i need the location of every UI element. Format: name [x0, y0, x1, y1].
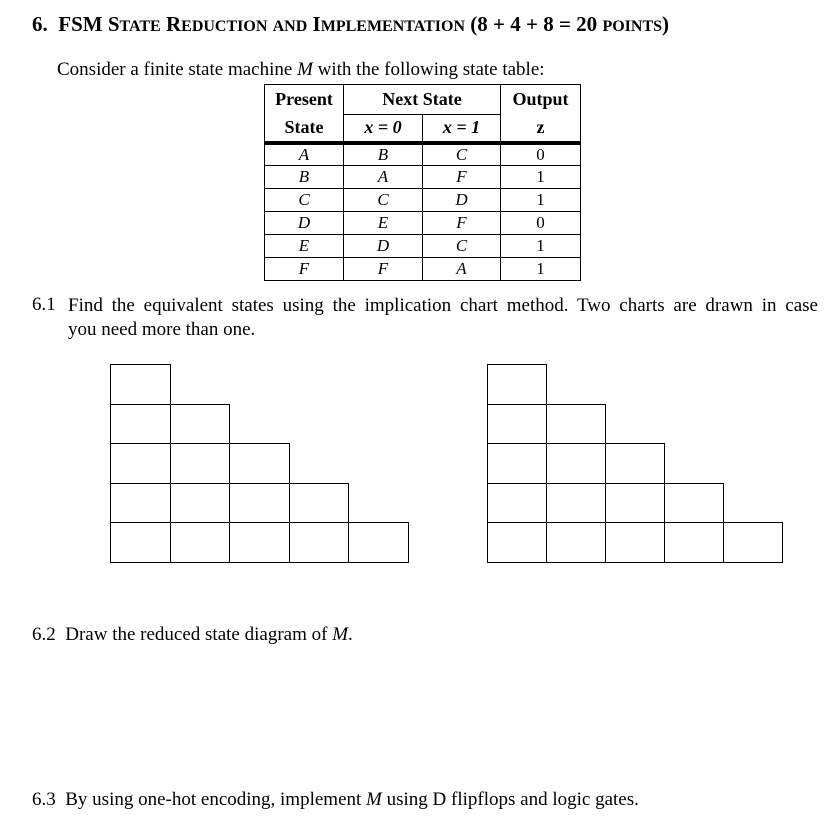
- chart-cell[interactable]: [289, 522, 350, 563]
- chart-cell[interactable]: [110, 443, 171, 484]
- chart-cell[interactable]: [487, 443, 547, 484]
- header-next-state: Next State: [344, 85, 501, 115]
- q3-text: By using one-hot encoding, implement: [65, 789, 367, 810]
- cell-state: A: [265, 143, 344, 166]
- chart-cell[interactable]: [487, 522, 547, 563]
- chart-cell[interactable]: [605, 522, 665, 563]
- cell-x0: B: [344, 143, 423, 166]
- title-s: S: [107, 12, 120, 36]
- chart-cell[interactable]: [170, 483, 231, 524]
- q3-var: M: [366, 789, 382, 810]
- state-table: [264, 84, 581, 281]
- chart-cell[interactable]: [546, 404, 606, 445]
- cell-x0: E: [344, 212, 423, 235]
- title-i: I: [312, 12, 321, 36]
- cell-x1: D: [423, 189, 501, 212]
- cell-z: 1: [501, 189, 581, 212]
- chart-cell[interactable]: [487, 404, 547, 445]
- chart-cell[interactable]: [170, 443, 231, 484]
- title-and: AND: [272, 18, 308, 35]
- intro-var: M: [297, 59, 313, 80]
- q3-number: 6.3: [32, 789, 56, 810]
- title-r: R: [165, 12, 182, 36]
- q2-text-end: .: [348, 624, 353, 645]
- header-output: Output: [501, 85, 581, 115]
- question-6-3: [32, 789, 639, 811]
- cell-x1: A: [423, 258, 501, 281]
- table-row: [265, 258, 581, 281]
- chart-cell[interactable]: [289, 483, 350, 524]
- cell-x1: C: [423, 235, 501, 258]
- cell-x0: F: [344, 258, 423, 281]
- title-fsm: FSM: [58, 12, 103, 36]
- cell-z: 1: [501, 166, 581, 189]
- title-points: (8 + 4 + 8 = 20: [470, 12, 598, 36]
- problem-intro: [57, 59, 545, 81]
- header-present: Present: [265, 85, 344, 115]
- title-mplementation: MPLEMENTATION: [320, 18, 466, 35]
- cell-x1: C: [423, 143, 501, 166]
- chart-cell[interactable]: [487, 364, 547, 405]
- q1-number: 6.1: [32, 294, 56, 315]
- chart-cell[interactable]: [546, 522, 606, 563]
- table-row: [265, 212, 581, 235]
- chart-cell[interactable]: [546, 483, 606, 524]
- chart-cell[interactable]: [110, 404, 171, 445]
- chart-cell[interactable]: [110, 483, 171, 524]
- chart-cell[interactable]: [605, 443, 665, 484]
- chart-cell[interactable]: [664, 483, 724, 524]
- cell-state: B: [265, 166, 344, 189]
- chart-cell[interactable]: [348, 522, 409, 563]
- table-row: [265, 166, 581, 189]
- chart-cell[interactable]: [605, 483, 665, 524]
- cell-state: E: [265, 235, 344, 258]
- chart-cell[interactable]: [664, 522, 724, 563]
- title-points-word: POINTS: [602, 18, 663, 35]
- cell-state: C: [265, 189, 344, 212]
- chart-cell[interactable]: [170, 522, 231, 563]
- table-row: [265, 235, 581, 258]
- cell-state: F: [265, 258, 344, 281]
- intro-text-end: with the following state table:: [312, 59, 545, 80]
- cell-x0: D: [344, 235, 423, 258]
- chart-cell[interactable]: [229, 522, 290, 563]
- intro-text: Consider a finite state machine: [57, 59, 298, 80]
- q3-text-end: using D flipflops and logic gates.: [381, 789, 639, 810]
- q1-line2: you need more than one.: [68, 319, 256, 340]
- chart-cell[interactable]: [487, 483, 547, 524]
- cell-x0: C: [344, 189, 423, 212]
- chart-cell[interactable]: [723, 522, 783, 563]
- chart-cell[interactable]: [546, 443, 606, 484]
- cell-z: 1: [501, 258, 581, 281]
- title-tate: TATE: [119, 18, 161, 35]
- table-row: [265, 189, 581, 212]
- q2-number: 6.2: [32, 624, 56, 645]
- cell-x0: A: [344, 166, 423, 189]
- q2-var: M: [332, 624, 349, 645]
- table-row: [265, 143, 581, 166]
- chart-cell[interactable]: [170, 404, 231, 445]
- problem-heading: [32, 12, 669, 37]
- header-x1: x = 1: [423, 115, 501, 143]
- cell-z: 0: [501, 143, 581, 166]
- chart-cell[interactable]: [110, 522, 171, 563]
- cell-z: 0: [501, 212, 581, 235]
- chart-cell[interactable]: [229, 483, 290, 524]
- chart-cell[interactable]: [229, 443, 290, 484]
- q1-line1: Find the equivalent states using the implication chart method. Two charts are drawn in case: [68, 295, 818, 316]
- cell-x1: F: [423, 212, 501, 235]
- cell-x1: F: [423, 166, 501, 189]
- header-x0: x = 0: [344, 115, 423, 143]
- title-close: ): [662, 12, 670, 36]
- problem-number: 6.: [32, 12, 48, 36]
- header-z: z: [501, 115, 581, 143]
- cell-z: 1: [501, 235, 581, 258]
- header-state: State: [265, 115, 344, 143]
- chart-cell[interactable]: [110, 364, 171, 405]
- table-body: [265, 143, 581, 281]
- title-eduction: EDUCTION: [181, 18, 268, 35]
- question-6-2: [32, 624, 353, 646]
- q2-text: Draw the reduced state diagram of: [65, 624, 333, 645]
- q1-text: [68, 294, 818, 342]
- cell-state: D: [265, 212, 344, 235]
